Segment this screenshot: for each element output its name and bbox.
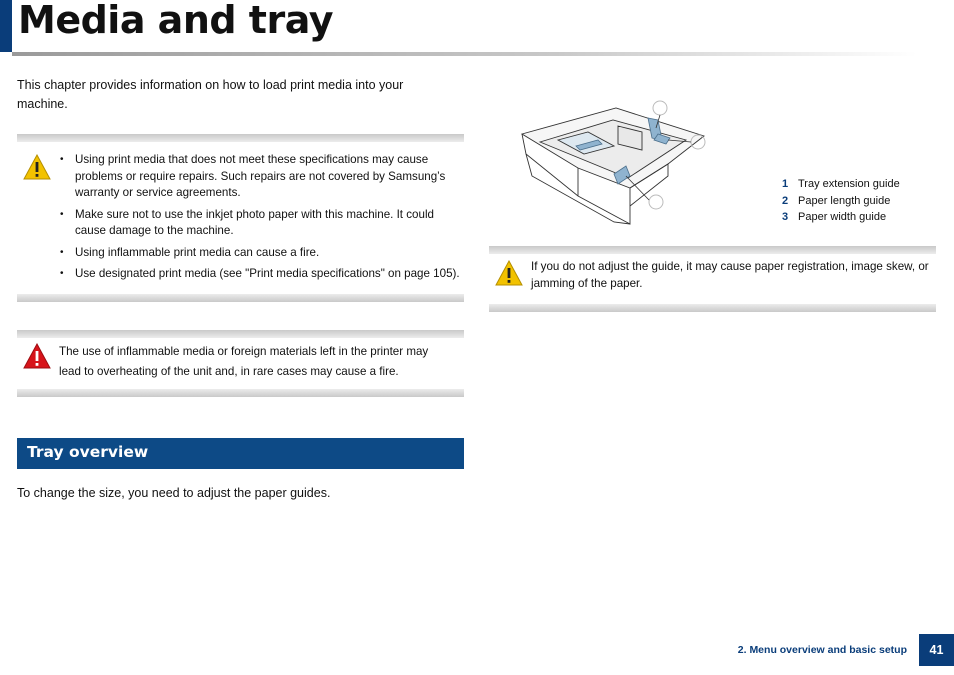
caution-list <box>17 152 464 283</box>
callout-item: 3 Paper width guide <box>782 211 887 223</box>
section-heading-bar <box>17 438 464 469</box>
caution-item: • Use designated print media (see "Print media specifications" on page 105). <box>75 266 464 283</box>
caution-box <box>17 134 464 302</box>
figure-callouts <box>782 176 900 226</box>
title-accent-bar <box>0 0 12 52</box>
callout-item: 2 Paper length guide <box>782 194 891 207</box>
warning-text: The use of inflammable media or foreign materials left in the printer may lead to overheating of the unit and, in rare cases may cause a fire. <box>59 345 429 378</box>
caution-icon <box>495 260 523 286</box>
caution-icon <box>23 154 51 180</box>
warning-box <box>17 330 464 397</box>
guide-caution-text: If you do not adjust the guide, it may cause paper registration, image skew, or jamming of the paper. <box>531 260 929 290</box>
page-title: Media and tray <box>18 0 333 42</box>
intro-paragraph: This chapter provides information on how to load print media into your machine. <box>17 78 404 111</box>
section-heading: Tray overview <box>27 443 149 461</box>
page-number: 41 <box>919 634 954 666</box>
tray-illustration <box>518 96 708 228</box>
caution-item: • Using inflammable print media can cause a fire. <box>75 245 464 262</box>
footer-chapter: 2. Menu overview and basic setup <box>737 644 907 656</box>
callout-item: 1 Tray extension guide <box>782 178 900 190</box>
warning-icon <box>23 343 51 369</box>
caution-item: • Using print media that does not meet these specifications may cause problems or require repairs. Such repairs are not covered by Samsung’s warranty or service agreements. <box>75 152 464 202</box>
section-body: To change the size, you need to adjust the paper guides. <box>17 486 331 500</box>
guide-caution-box <box>489 246 936 312</box>
caution-item: • Make sure not to use the inkjet photo paper with this machine. It could cause damage to the machine. <box>75 207 464 240</box>
title-rule <box>12 52 917 56</box>
